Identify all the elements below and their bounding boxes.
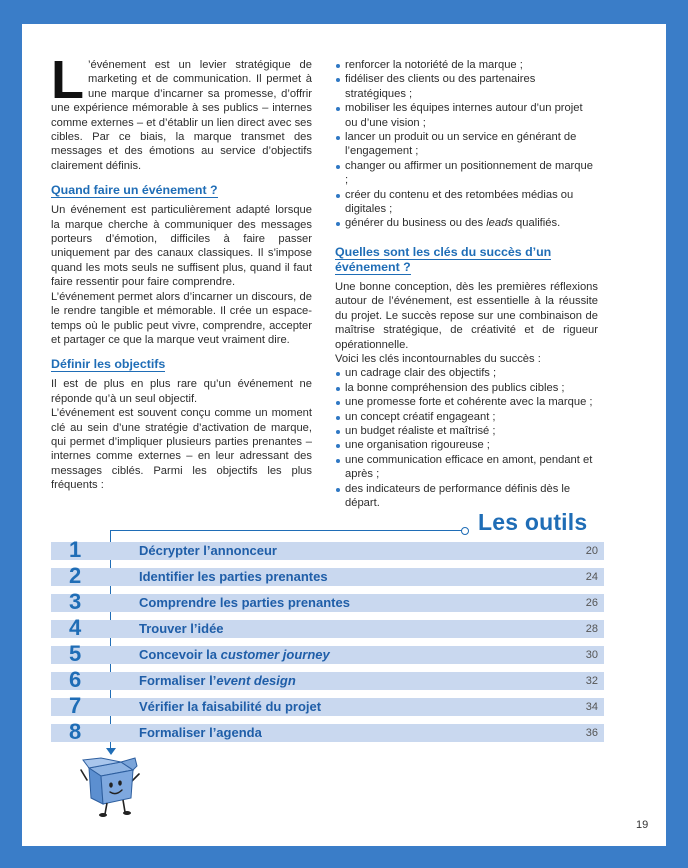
quand-paragraph-2: L’événement permet alors d’incarner un discours, de le rendre tangible et mémorable. Il crée un espace-temps où le public peut vivre, comprendre, accepter et partager ce que la marque veut vraiment dire. — [51, 290, 312, 346]
tool-number: 4 — [69, 615, 82, 640]
tool-page: 24 — [585, 571, 598, 583]
tool-number: 1 — [69, 537, 82, 562]
left-column — [51, 50, 312, 493]
list-item-text: générer du business ou des — [345, 217, 487, 230]
page — [22, 24, 666, 846]
list-item: des indicateurs de performance définis dès le départ. — [335, 482, 598, 511]
tool-label — [139, 672, 296, 690]
tool-page: 30 — [585, 649, 598, 661]
intro-paragraph — [51, 50, 312, 173]
dropcap: L — [51, 50, 84, 110]
tool-label-text: Décrypter l’annonceur — [139, 543, 277, 558]
heading-cles — [335, 245, 598, 275]
tool-label — [139, 698, 321, 716]
cles-paragraph-1: Une bonne conception, dès les premières réflexions autour de l’événement, est essentielle à la réussite du projet. Le succès repose sur une combinaison de maîtrise stratégique, de créativité et de rigueur opérationnelle. — [335, 280, 598, 351]
tool-label — [139, 620, 224, 638]
tool-label-text: Vérifier la faisabilité du projet — [139, 699, 322, 714]
list-item: créer du contenu et des retombées médias ou digitales ; — [335, 188, 598, 217]
list-item: renforcer la notoriété de la marque ; — [335, 58, 598, 72]
quand-paragraph-1: Un événement est particulièrement adapté lorsque la marque cherche à communiquer des messages porteurs d’émotion, difficiles à faire passer uniquement par des canaux classiques. Il s’impose quand les mots seuls ne suffisent plus, quand il faut faire ressentir pour faire comprendre. — [51, 204, 312, 289]
tool-row[interactable] — [51, 641, 604, 666]
tool-row[interactable] — [51, 719, 604, 744]
objectifs-paragraph-2: L’événement est souvent conçu comme un moment clé au sein d’une stratégie d’activation de marque, qui permet d’impliquer plusieurs parties prenantes – internes comme externes – en leur adressant des messages ciblés. Parmi les objectifs les plus fréquents : — [51, 407, 312, 492]
list-item — [335, 216, 598, 230]
tool-label — [139, 594, 350, 612]
list-item-text: qualifiés. — [512, 217, 561, 230]
tool-page: 36 — [585, 727, 598, 739]
list-item: la bonne compréhension des publics cibles ; — [335, 381, 598, 395]
box-mascot-icon — [79, 752, 143, 822]
list-item: une communication efficace en amont, pendant et après ; — [335, 453, 598, 482]
outils-title: Les outils — [478, 509, 588, 535]
tool-label-text: Trouver l’idée — [139, 621, 224, 636]
heading-cles-text: Quelles sont les clés du succès d’un événement ? — [335, 244, 552, 274]
list-item: lancer un produit ou un service en générant de l’engagement ; — [335, 130, 598, 159]
tool-label-text: Concevoir la — [139, 647, 221, 662]
list-item: une organisation rigoureuse ; — [335, 438, 598, 452]
tool-label-text: Formaliser l’ — [139, 673, 217, 688]
connector-dot — [461, 527, 469, 535]
tool-number: 2 — [69, 563, 82, 588]
tool-label-text: Comprendre les parties prenantes — [139, 595, 350, 610]
heading-quand-text: Quand faire un événement ? — [51, 183, 218, 198]
tool-page: 28 — [585, 623, 598, 635]
tool-row[interactable] — [51, 537, 604, 562]
tool-label — [139, 568, 328, 586]
list-item: un cadrage clair des objectifs ; — [335, 366, 598, 380]
tool-label — [139, 646, 330, 664]
cles-paragraph-2: Voici les clés incontournables du succès : — [335, 352, 541, 365]
list-item: fidéliser des clients ou des partenaires stratégiques ; — [335, 72, 598, 101]
list-item: un concept créatif engageant ; — [335, 410, 598, 424]
tool-label-emphasis: event design — [216, 673, 296, 688]
tool-page: 34 — [585, 701, 598, 713]
tool-page: 32 — [585, 675, 598, 687]
heading-quand — [51, 183, 312, 198]
list-item: un budget réaliste et maîtrisé ; — [335, 424, 598, 438]
page-number: 19 — [636, 819, 649, 831]
intro-text: ’événement est un levier stratégique de marketing et de communication. Il permet à une marque d’incarner sa promesse, d’offrir une expérience mémorable à ses publics – internes comme externes – et d’établir un lien direct avec ses cibles. Par ce biais, la marque transmet des messages et des émotions au service d’objectifs clairement définis. — [51, 59, 312, 172]
objectifs-list — [335, 58, 598, 231]
tool-label-text: Formaliser l’agenda — [139, 725, 262, 740]
tool-label-text: Identifier les parties prenantes — [139, 569, 328, 584]
objectifs-paragraph-1: Il est de plus en plus rare qu’un événement ne réponde qu’à un seul objectif. — [51, 378, 312, 405]
tool-number: 5 — [69, 641, 82, 666]
tool-row[interactable] — [51, 615, 604, 640]
tool-label — [139, 724, 262, 742]
tool-row[interactable] — [51, 589, 604, 614]
list-item: une promesse forte et cohérente avec la marque ; — [335, 395, 598, 409]
tool-row[interactable] — [51, 563, 604, 588]
connector-line — [110, 530, 462, 531]
heading-objectifs — [51, 357, 312, 372]
list-item-emphasis: leads — [486, 217, 513, 230]
tool-number: 6 — [69, 667, 82, 692]
heading-objectifs-text: Définir les objectifs — [51, 357, 166, 372]
cles-list — [335, 366, 598, 510]
tool-page: 26 — [585, 597, 598, 609]
tool-page: 20 — [585, 545, 598, 557]
tool-row[interactable] — [51, 693, 604, 718]
tool-label — [139, 542, 277, 560]
tools-list — [51, 537, 604, 750]
tool-number: 8 — [69, 719, 82, 744]
tool-row[interactable] — [51, 667, 604, 692]
tool-number: 7 — [69, 693, 82, 718]
list-item: changer ou affirmer un positionnement de marque ; — [335, 159, 598, 188]
tool-number: 3 — [69, 589, 82, 614]
list-item: mobiliser les équipes internes autour d’un projet ou d’une vision ; — [335, 101, 598, 130]
right-column — [335, 58, 598, 510]
tool-label-emphasis: customer journey — [220, 647, 330, 662]
